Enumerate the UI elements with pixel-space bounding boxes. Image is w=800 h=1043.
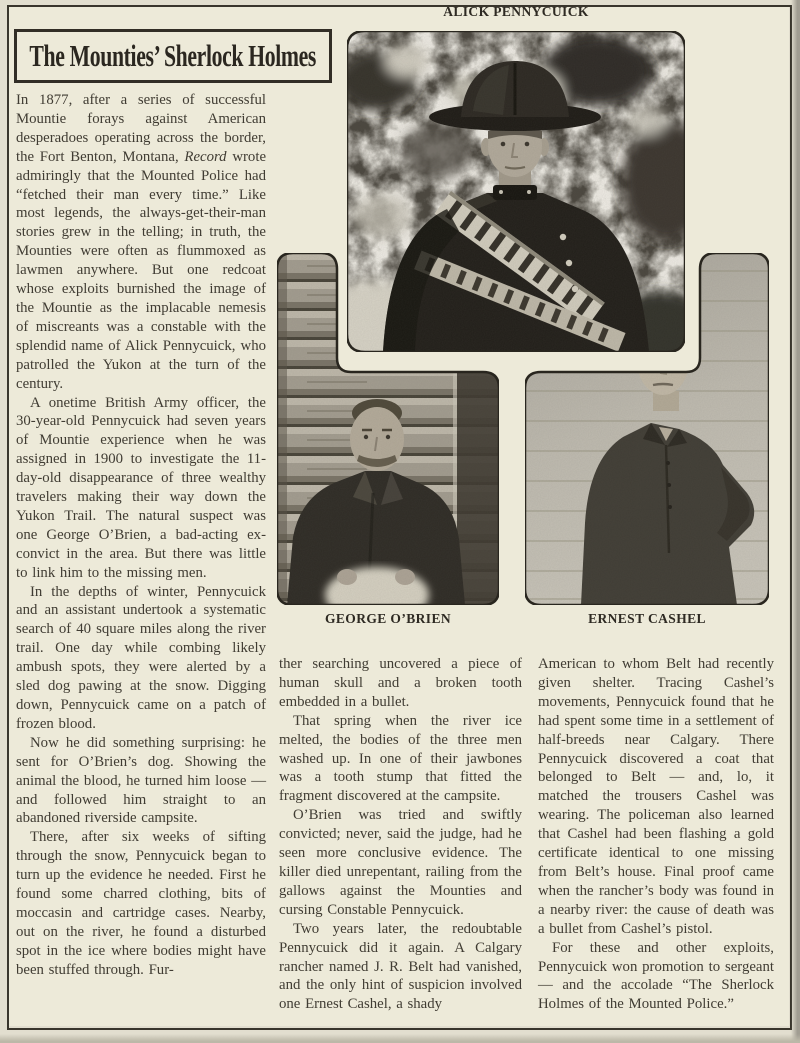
photo-ernest-cashel bbox=[525, 253, 769, 605]
paragraph: Two years later, the redoubtable Pennycuick did it again. A Calgary rancher named J. R. Belt had vanished, and the only hint of suspicion involved one Ernest Cashel, a shady bbox=[279, 920, 522, 1013]
italic-record-title: Record bbox=[184, 148, 227, 165]
article-title-box bbox=[14, 29, 332, 83]
page-scan-edge-right bbox=[791, 0, 800, 1043]
text-column-left bbox=[16, 91, 266, 980]
caption-ernest-cashel: ERNEST CASHEL bbox=[588, 611, 706, 626]
paragraph-text: wrote admiringly that the Mounted Police had “fetched their man every time.” Like most legends, the always-get-their-man stories grew in the telling; in truth, the Mounties were often as flummoxed as lawmen anywhere. But one redcoat whose exploits burnished the image of the Mountie as the implacable nemesis of miscreants was a constable with the splendid name of Alick Pennycuick, who patrolled the Yukon at the turn of the century. bbox=[16, 148, 267, 392]
paragraph: That spring when the river ice melted, the bodies of the three men washed up. In one of their jawbones was a tooth stump that fitted the fragment discovered at the campsite. bbox=[279, 712, 522, 805]
paragraph: ther searching uncovered a piece of human skull and a broken tooth embedded in a bullet. bbox=[279, 656, 522, 710]
photo-george-obrien bbox=[277, 253, 499, 605]
cashel-photo-illustration bbox=[525, 253, 769, 605]
paragraph: In the depths of winter, Pennycuick and an assistant undertook a systematic search of 40 square miles along the river trail. One day while combing likely ambush spots, they were alerted by a sled dog pawing at the snow. Digging down, Pennycuick came on a patch of frozen blood. bbox=[16, 583, 266, 732]
text-column-right bbox=[538, 655, 774, 1014]
paragraph bbox=[16, 91, 266, 394]
paragraph: American to whom Belt had recently given shelter. Tracing Cashel’s movements, Pennycuick found that he had spent some time in a settlement of half-breeds near Calgary. There Pennycuick discovered a coat that belonged to Belt — and, lo, it matched the trousers Cashel was wearing. The policeman also learned that Cashel had been flashing a gold certificate identical to one missing from Belt’s house. Final proof came when the rancher’s body was found in a nearby river: the cause of death was a bullet from Cashel’s pistol. bbox=[538, 656, 774, 937]
caption-george-obrien: GEORGE O’BRIEN bbox=[325, 611, 451, 626]
paragraph-text: In 1877, after a series of successful Mountie forays against American desperadoes operating across the border, the Fort Benton, Montana, bbox=[16, 92, 266, 165]
caption-alick-pennycuick: ALICK PENNYCUICK bbox=[443, 4, 589, 19]
article-title: The Mounties’ Sherlock Holmes bbox=[29, 38, 317, 73]
text-column-middle bbox=[279, 655, 522, 1014]
page-scan-edge-bottom bbox=[0, 1034, 800, 1043]
paragraph: O’Brien was tried and swiftly convicted; never, said the judge, had he seen more conclusive evidence. The killer died unrepentant, railing from the gallows against the Mounties and cursing Constable Pennycuick. bbox=[279, 807, 522, 918]
paragraph: For these and other exploits, Pennycuick won promotion to sergeant — and the accolade “The Sherlock Holmes of the Mounted Police.” bbox=[538, 939, 774, 1013]
paragraph: There, after six weeks of sifting through the snow, Pennycuick began to turn up the evidence he needed. First he found some charred clothing, bits of moccasin and cartridge cases. Nearby, out on the river, he found a disturbed spot in the ice where bodies might have been stuffed through. Fur- bbox=[16, 829, 266, 978]
paragraph: A onetime British Army officer, the 30-year-old Pennycuick had seven years of Mountie experience when he was assigned in 1900 to investigate the 11-day-old disappearance of three wealthy travelers making their way down the Yukon Trail. The natural suspect was one George O’Brien, a bad-acting ex-convict in the area. But there was little to link him to the missing men. bbox=[16, 394, 266, 581]
paragraph: Now he did something surprising: he sent for O’Brien’s dog. Showing the animal the blood, he turned him loose — and followed him straight to an abandoned riverside campsite. bbox=[16, 734, 266, 827]
obrien-photo-illustration bbox=[277, 253, 499, 605]
